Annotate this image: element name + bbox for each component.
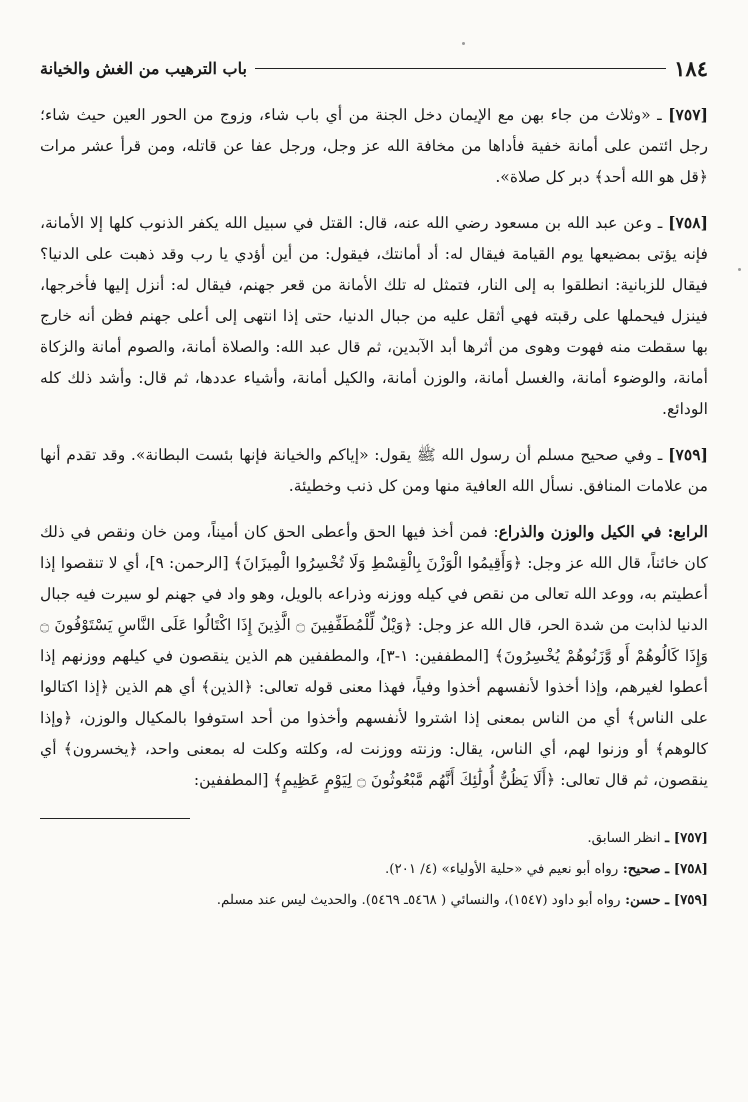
chapter-title: باب الترهيب من الغش والخيانة	[40, 59, 247, 78]
hadith-number: [٧٥٩]	[668, 445, 708, 464]
footnote-number: [٧٥٨]	[673, 861, 708, 877]
hadith-text: ـ وفي صحيح مسلم أن رسول الله ﷺ يقول: «إياكم والخيانة فإنها بئست البطانة». وقد تقدم أنها من علامات المنافق. نسأل الله العافية منها ومن كل ذنب وخطيئة.	[40, 446, 708, 495]
footnote-label: ـ صحيح:	[618, 861, 674, 877]
footnote-number: [٧٥٧]	[673, 830, 708, 846]
footnote-text: رواه أبو نعيم في «حلية الأولياء» (٤/ ٢٠١).	[384, 862, 619, 877]
footnotes	[40, 825, 708, 914]
hadith-number: [٧٥٧]	[668, 105, 708, 124]
page-number: ١٨٤	[674, 56, 708, 81]
page-speck	[738, 268, 741, 271]
footnote-text: انظر السابق.	[587, 831, 661, 846]
footnote-758	[40, 856, 708, 883]
hadith-text: ـ وعن عبد الله بن مسعود رضي الله عنه، قال: القتل في سبيل الله يكفر الذنوب كلها إلا الأمانة، فإنه يؤتى بمضيعها يوم القيامة فيقال له: أد أمانتك، فيقول: من أين أؤدي يا رب وقد ذهبت على الدنيا؟ فيقال للزبانية: انطلقوا به إلى النار، فتمثل له تلك الأمانة من قعر جهنم، فيقال له: أنزل إليها فأخرجها، فينزل فيحملها على رقبته فهي أثقل عليه من جبال الدنيا، حتى إذا انتهى إلى أعلى جهنم فظن أنه خارج بها سقطت منه فهوت وهوى من أثرها أبد الآبدين، ثم قال عبد الله: والصلاة أمانة، والصوم أمانة والزكاة أمانة، والوضوء أمانة، والغسل أمانة، والوزن أمانة، والكيل أمانة، وأشياء عددها، ثم قال: وأشد ذلك كله الودائع.	[40, 214, 708, 418]
footnote-759	[40, 887, 708, 914]
page	[40, 40, 708, 1082]
section-text: : فمن أخذ فيها الحق وأعطى الحق كان أميناً، ومن خان ونقص في ذلك كان خائناً، قال الله عز وجل: ﴿وَأَقِيمُوا الْوَزْنَ بِالْقِسْطِ وَلَا تُخْسِرُوا الْمِيزَانَ﴾ [الرحمن: ٩]، أي لا تنقصوا إذا أعطيتم به، ووعد الله تعالى من نقص في كيله ووزنه وذراعه بالويل، وهو واد في جهنم لو سيرت فيه جبال الدنيا لذابت من شدة الحر، قال الله عز وجل: ﴿وَيْلٌ لِّلْمُطَفِّفِينَ ۝ الَّذِينَ إِذَا اكْتَالُوا عَلَى النَّاسِ يَسْتَوْفُونَ ۝ وَإِذَا كَالُوهُمْ أَو وَّزَنُوهُمْ يُخْسِرُونَ﴾ [المطففين: ١-٣]، والمطففين هم الذين ينقصون في كيلهم ووزنهم إذا أعطوا لغيرهم، وإذا أخذوا لأنفسهم أخذوا وفياً، فهذا معنى قوله تعالى: ﴿الذين﴾ أي هم الذين ﴿إذا اكتالوا على الناس﴾ أي من الناس بمعنى إذا اشتروا لأنفسهم وأخذوا من أحد استوفوا بالمكيال والوزن، ﴿وإذا كالوهم﴾ أو وزنوا لهم، أي الناس، يقال: وزنته ووزنت له، وكلته وكلت له بمعنى واحد، ﴿يخسرون﴾ أي ينقصون، ثم قال تعالى: ﴿أَلَا يَظُنُّ أُولَٰئِكَ أَنَّهُم مَّبْعُوثُونَ ۝ لِيَوْمٍ عَظِيمٍ﴾ [المطففين:	[40, 523, 708, 789]
footnote-number: [٧٥٩]	[673, 892, 708, 908]
footnote-label: ـ	[660, 830, 674, 846]
hadith-number: [٧٥٨]	[668, 213, 708, 232]
footnote-label: ـ حسن:	[620, 892, 674, 908]
running-header	[40, 56, 708, 81]
footnote-757	[40, 825, 708, 852]
main-text	[40, 99, 708, 796]
hadith-text: ـ «وثلاث من جاء بهن مع الإيمان دخل الجنة من أي باب شاء، وزوج من الحور العين حيث شاء؛ رجل ائتمن على أمانة خفية فأداها من مخافة الله عز وجل، ورجل عفا عن قاتله، ومن قرأ عشر مرات ﴿قل هو الله أحد﴾ دبر كل صلاة».	[40, 106, 708, 186]
hadith-758	[40, 207, 708, 425]
footnote-rule	[40, 818, 190, 819]
footnote-text: رواه أبو داود (١٥٤٧)، والنسائي ( ٥٤٦٨ـ ٥٤٦٩). والحديث ليس عند مسلم.	[216, 893, 621, 908]
header-rule	[255, 68, 666, 69]
section-heading: الرابع: في الكيل والوزن والذراع	[498, 522, 708, 541]
page-speck	[462, 42, 465, 45]
section-fourth	[40, 516, 708, 796]
hadith-757	[40, 99, 708, 193]
hadith-759	[40, 439, 708, 502]
